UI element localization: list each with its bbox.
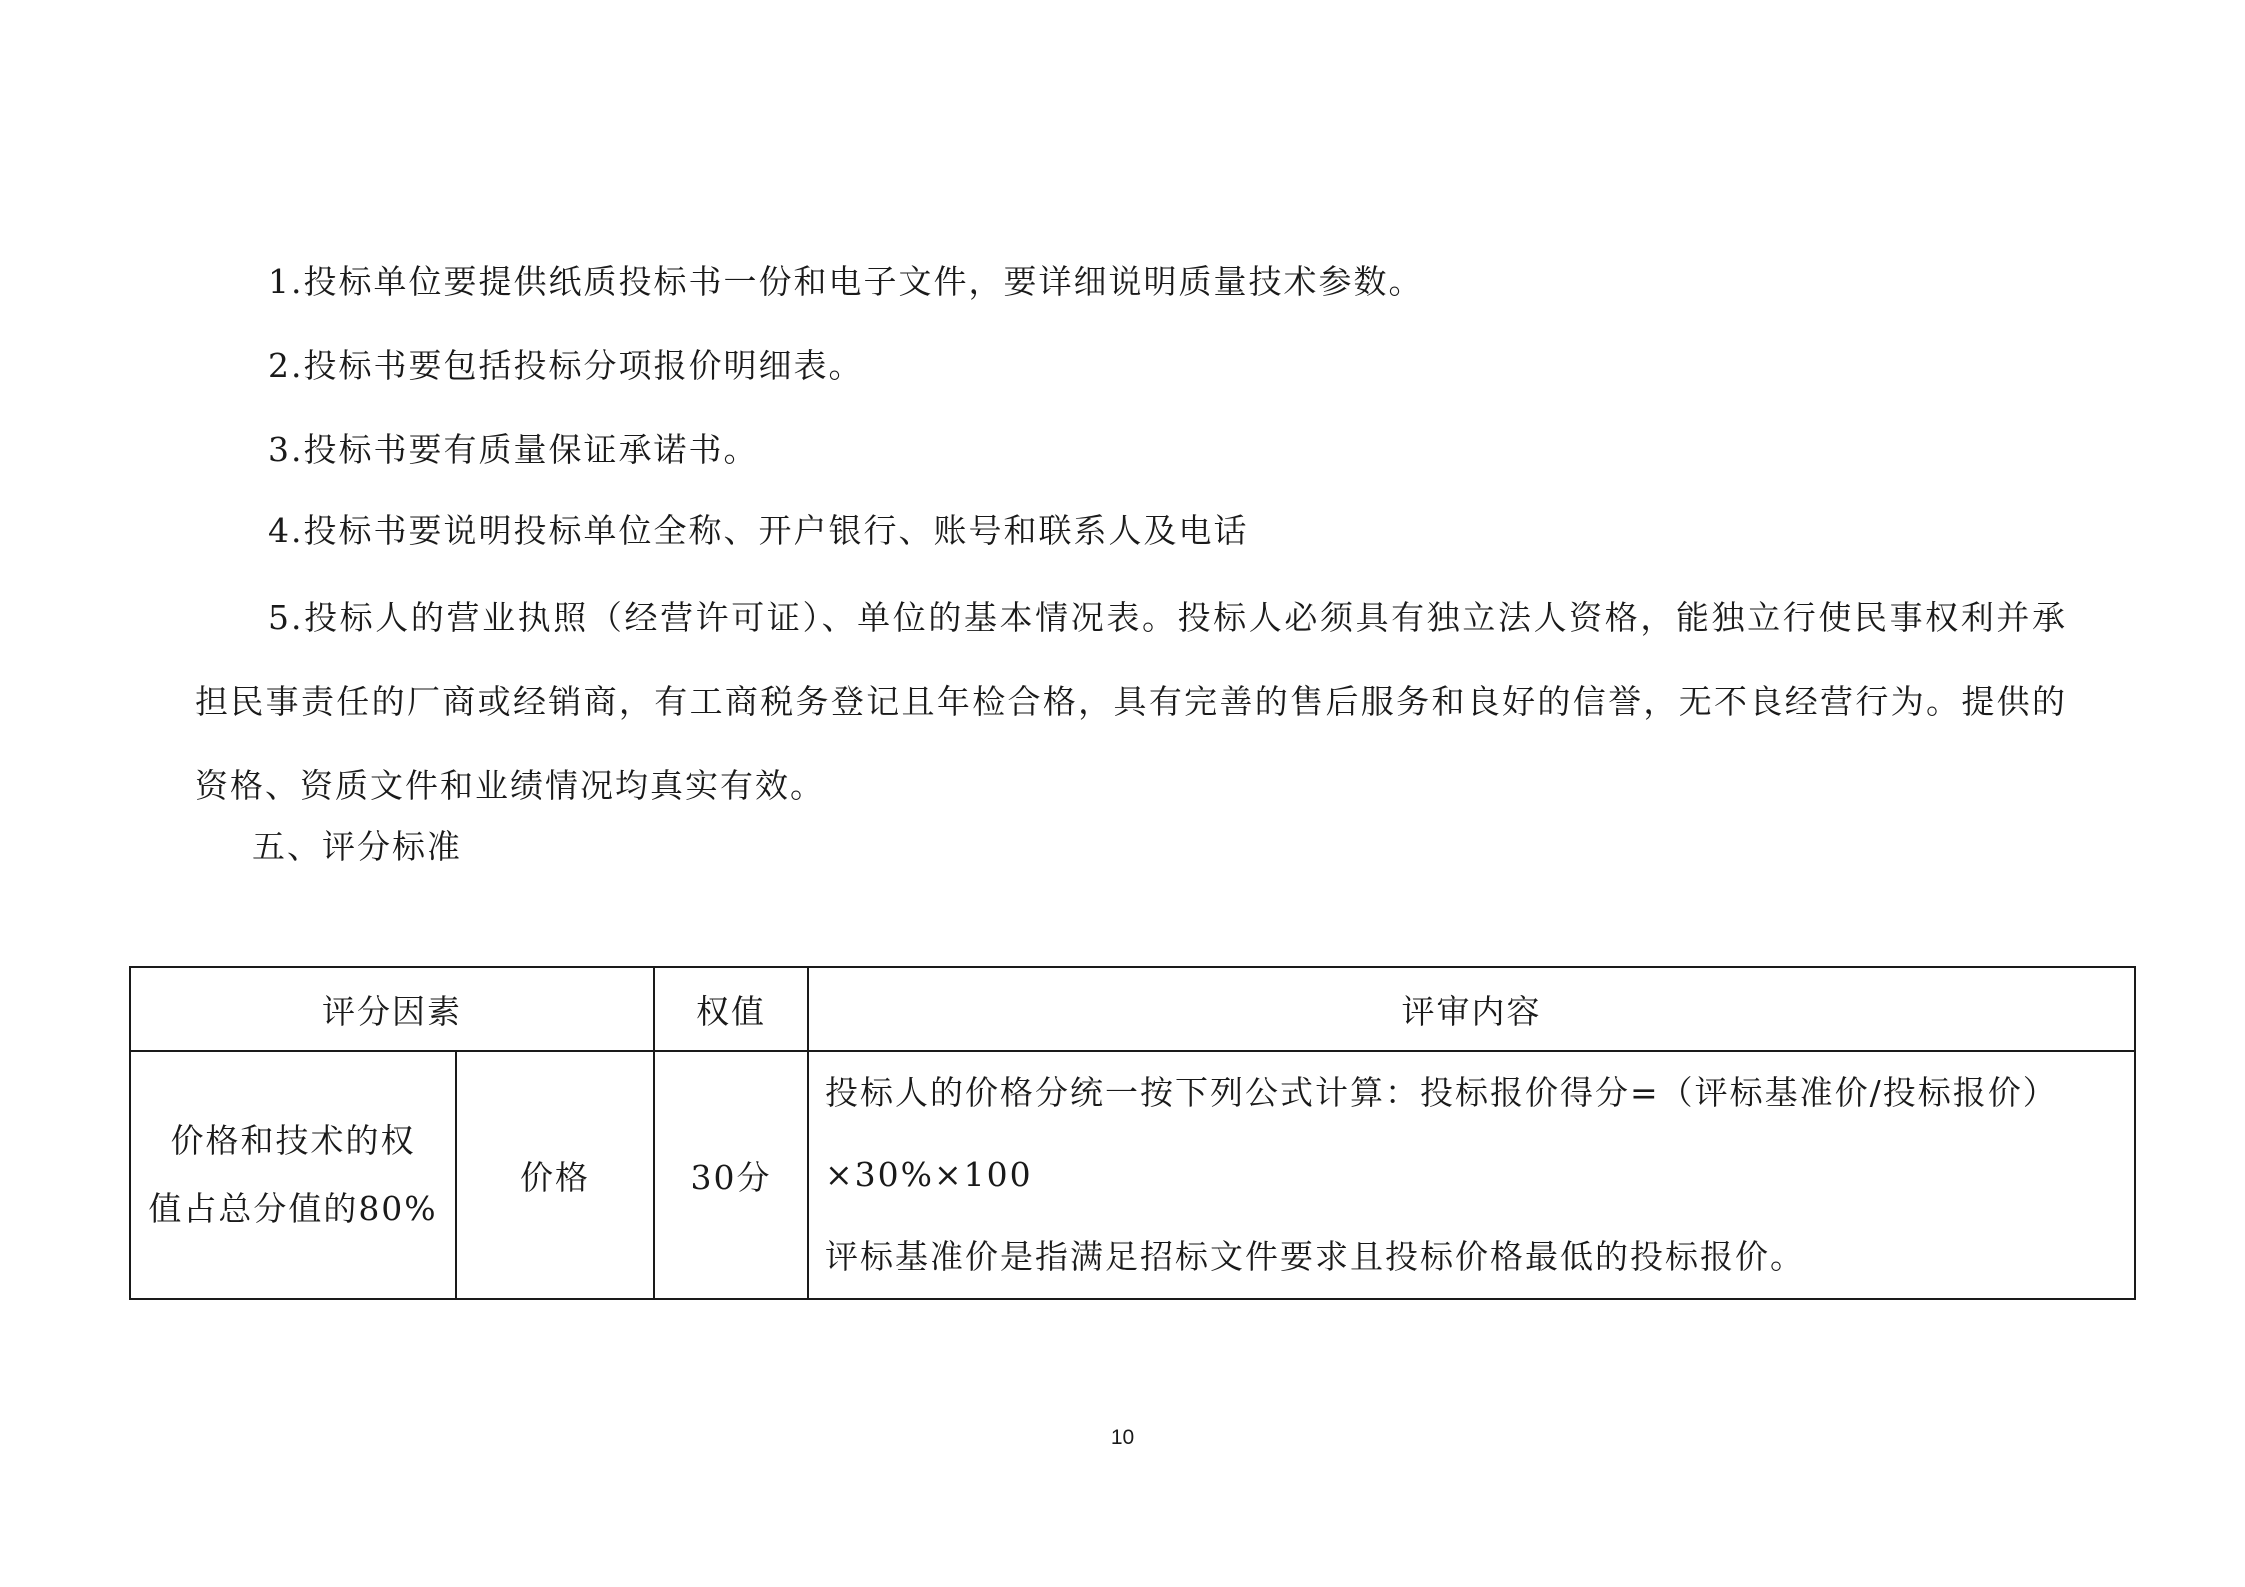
header-content: 评审内容 [808,967,2135,1051]
header-weight: 权值 [654,967,808,1051]
content-line: 评标基准价是指满足招标文件要求且投标价格最低的投标报价。 [825,1237,1805,1276]
table-row [130,1051,2135,1299]
table-header-row [130,967,2135,1051]
section-heading: 五、评分标准 [252,827,462,866]
category-cell [130,1051,456,1299]
category-line: 价格和技术的权 [170,1121,416,1160]
requirement-1: 1.投标单位要提供纸质投标书一份和电子文件，要详细说明质量技术参数。 [268,262,1424,301]
content-line: 投标人的价格分统一按下列公式计算：投标报价得分=（评标基准价/投标报价） [825,1073,2058,1112]
content-cell [808,1051,2135,1299]
header-factor: 评分因素 [130,967,654,1051]
requirement-3: 3.投标书要有质量保证承诺书。 [268,430,759,469]
factor-cell: 价格 [456,1051,654,1299]
category-line: 值占总分值的80% [148,1189,438,1228]
content-line: ×30%×100 [825,1155,1033,1194]
page-number: 10 [1110,1426,1135,1449]
requirement-5: 5.投标人的营业执照（经营许可证）、单位的基本情况表。投标人必须具有独立法人资格，能独立行使民事权利并承担民事责任的厂商或经销商，有工商税务登记且年检合格，具有完善的售后服务和良好的信誉，无不良经营行为。提供的资格、资质文件和业绩情况均真实有效。 [195,598,2067,805]
scoring-table [129,966,2136,1300]
requirement-2: 2.投标书要包括投标分项报价明细表。 [268,346,864,385]
requirement-4: 4.投标书要说明投标单位全称、开户银行、账号和联系人及电话 [268,511,1249,550]
weight-cell: 30分 [654,1051,808,1299]
